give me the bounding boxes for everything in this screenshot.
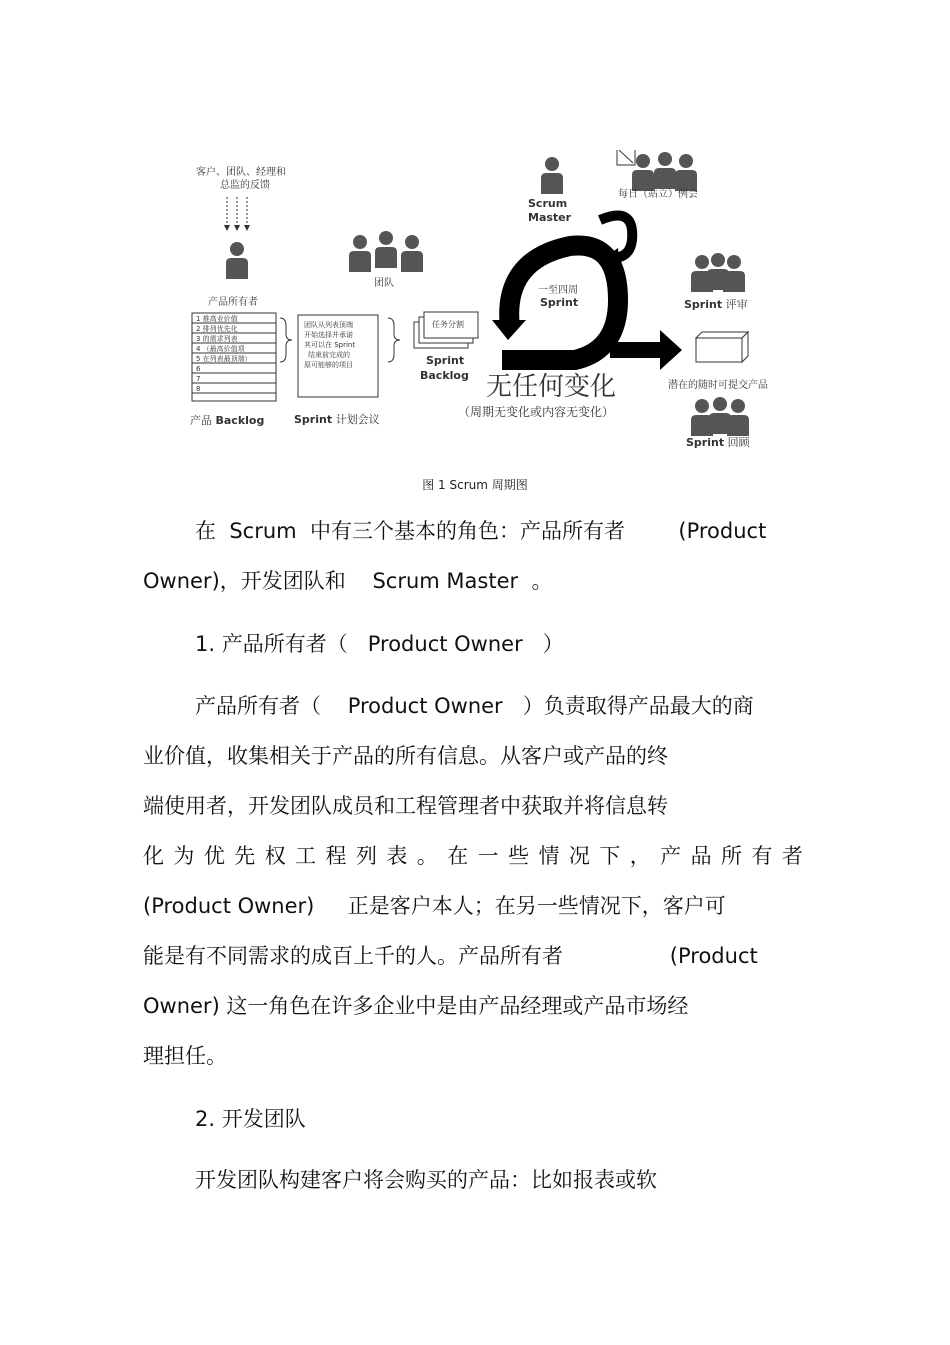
scrum-master-label: Scrum (528, 197, 568, 210)
retro-person-icon (727, 399, 749, 436)
planning-note-line: 开始选择并承诺 (304, 331, 353, 339)
sprint-duration-label: 一至四周 (538, 285, 578, 296)
scrum-master-person-icon (541, 157, 563, 194)
planning-note-line: 团队从列表顶端 (304, 321, 353, 329)
paragraph-line: 产品所有者（ Product Owner ）负责取得产品最大的商 (195, 694, 754, 718)
sprint-retro-label: Sprint 回顾 (686, 436, 750, 449)
sprint-cycle-arrowhead (492, 320, 526, 340)
sprint-cycle-label: Sprint (540, 296, 579, 309)
daily-person-icon (675, 154, 697, 191)
shippable-product-label: 潜在的随时可提交产品 (668, 380, 768, 391)
backlog-item: 1 推高业价值 (196, 315, 238, 323)
paragraph-line: (Product Owner) 正是客户本人；在另一些情况下，客户可 (143, 894, 726, 918)
backlog-item: 3 的需求列表 (196, 335, 238, 343)
planning-brace (280, 318, 292, 362)
sprint-backlog-label: Sprint (426, 354, 465, 367)
feedback-label-2: 总监的反馈 (220, 180, 270, 191)
feedback-label: 客户、团队、经理和 (196, 167, 286, 178)
team-person-icon (349, 235, 371, 272)
planning-note-line: 原可能够的项目 (304, 361, 353, 369)
sprint-backlog-label-2: Backlog (420, 369, 469, 382)
backlog-item: 5 在列表最顶端） (196, 355, 252, 363)
section-heading-product-owner: 1. 产品所有者（ Product Owner ） (195, 632, 564, 656)
backlog-item: 6 (196, 365, 201, 373)
paragraph-line-justified: 化 为 优 先 权 工 程 列 表 。 在 一 些 情 况 下 ， 产 品 所 有 者 (143, 844, 803, 868)
no-change-sub-label: （周期无变化或内容无变化） (458, 405, 615, 419)
backlog-item: 7 (196, 375, 201, 383)
paragraph-line: 理担任。 (143, 1044, 227, 1068)
feedback-arrows (227, 197, 247, 228)
paragraph-line: Owner)，开发团队和 Scrum Master 。 (143, 569, 553, 593)
paragraph-line: 在 Scrum 中有三个基本的角色：产品所有者 (Product (195, 519, 767, 543)
task-breakdown-label: 任务分割 (432, 320, 464, 329)
daily-person-icon (654, 152, 676, 189)
figure-caption: 图 1 Scrum 周期图 (422, 478, 528, 492)
daily-standup-label: 每日（站立）例会 (618, 189, 698, 200)
backlog-item: 2 排列优先化 (196, 325, 238, 333)
team-label: 团队 (374, 278, 394, 289)
backlog-item: 8 (196, 385, 201, 393)
team-person-icon (375, 231, 397, 268)
sprint-backlog-cards (414, 312, 478, 348)
scrum-master-label-2: Master (528, 211, 572, 224)
paragraph-line: 能是有不同需求的成百上千的人。产品所有者 (Product (143, 944, 758, 968)
sprint-planning-label: Sprint 计划会议 (294, 413, 380, 426)
sprint-brace (388, 318, 400, 362)
paragraph-line: 端使用者，开发团队成员和工程管理者中获取并将信息转 (143, 794, 668, 818)
no-change-label: 无任何变化 (486, 372, 617, 402)
product-box (696, 332, 748, 362)
paragraph-line: Owner) 这一角色在许多企业中是由产品经理或产品市场经 (143, 994, 689, 1018)
product-owner-label: 产品所有者 (208, 297, 258, 308)
paragraph-line: 开发团队构建客户将会购买的产品：比如报表或软 (195, 1168, 657, 1192)
section-heading-dev-team: 2. 开发团队 (195, 1107, 306, 1131)
backlog-item: 4 （最高价值项 (196, 345, 245, 353)
planning-note-line: 其可以在 Sprint (304, 341, 356, 349)
paragraph-line: 业价值，收集相关于产品的所有信息。从客户或产品的终 (143, 744, 668, 768)
scrum-cycle-diagram (180, 150, 820, 460)
scrum-cycle-figure (180, 150, 820, 460)
product-backlog-list (192, 313, 276, 401)
review-person-icon (723, 255, 745, 292)
planning-note-line: 结束前完成的 (308, 351, 350, 359)
sprint-review-label: Sprint 评审 (684, 298, 748, 311)
product-owner-person-icon (226, 242, 248, 279)
product-backlog-label: 产品 Backlog (190, 414, 265, 427)
team-person-icon (401, 235, 423, 272)
